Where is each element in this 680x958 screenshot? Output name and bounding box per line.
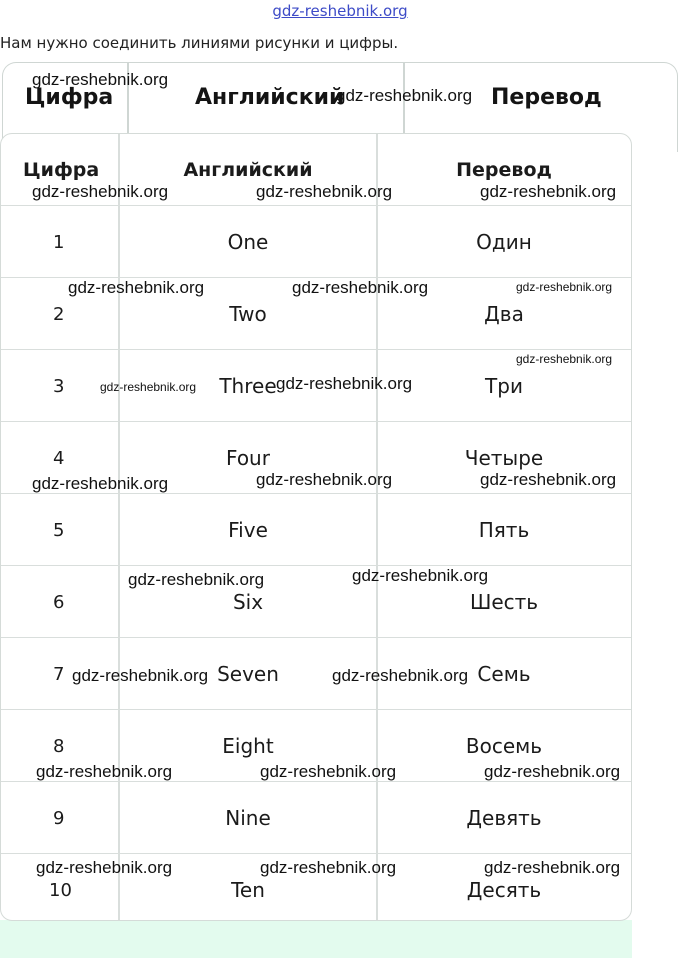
- numbers-table: [0, 133, 632, 921]
- watermark: gdz-reshebnik.org: [32, 474, 169, 493]
- cell-translation: Шесть: [469, 590, 539, 614]
- cell-english: Six: [232, 590, 264, 614]
- cell-digit: 5: [53, 519, 65, 541]
- watermark: gdz-reshebnik.org: [516, 352, 613, 366]
- watermark: gdz-reshebnik.org: [336, 86, 473, 105]
- watermark: gdz-reshebnik.org: [32, 70, 169, 89]
- watermark: gdz-reshebnik.org: [332, 666, 469, 685]
- watermark: gdz-reshebnik.org: [480, 470, 617, 489]
- table-row: [1, 494, 632, 566]
- cell-digit: 1: [53, 231, 65, 253]
- task-text: Нам нужно соединить линиями рисунки и цифры.: [0, 34, 399, 52]
- cell-english: Seven: [217, 662, 279, 686]
- watermark: gdz-reshebnik.org: [484, 858, 621, 877]
- cell-english: Nine: [225, 806, 271, 830]
- cell-translation: Четыре: [464, 446, 544, 470]
- watermark: gdz-reshebnik.org: [72, 666, 209, 685]
- watermark: gdz-reshebnik.org: [128, 570, 265, 589]
- cell-translation: Три: [485, 374, 523, 398]
- cell-translation: Два: [484, 302, 524, 326]
- cell-digit: 6: [53, 591, 65, 613]
- cell-translation: Восемь: [465, 734, 543, 758]
- watermark: gdz-reshebnik.org: [68, 278, 205, 297]
- watermark: gdz-reshebnik.org: [256, 182, 393, 201]
- watermark: gdz-reshebnik.org: [292, 278, 429, 297]
- header-digit: Цифра: [23, 159, 100, 181]
- cell-digit: 10: [49, 879, 72, 901]
- table-row: [1, 566, 632, 638]
- top-header-translation: Перевод: [491, 85, 602, 110]
- cell-english: One: [227, 230, 269, 254]
- table-row: [1, 206, 632, 278]
- header-english: Английский: [183, 159, 313, 181]
- cell-english: Four: [226, 446, 270, 470]
- cell-english: Eight: [222, 734, 274, 758]
- watermark: gdz-reshebnik.org: [260, 762, 397, 781]
- table-row: [1, 782, 632, 854]
- cell-translation: Семь: [477, 662, 531, 686]
- cell-digit: 7: [53, 663, 65, 685]
- cell-translation: Пять: [478, 518, 530, 542]
- watermark: gdz-reshebnik.org: [480, 182, 617, 201]
- cell-digit: 4: [53, 447, 65, 469]
- cell-english: Five: [228, 518, 268, 542]
- watermark: gdz-reshebnik.org: [276, 374, 413, 393]
- watermark: gdz-reshebnik.org: [36, 858, 173, 877]
- watermark: gdz-reshebnik.org: [484, 762, 621, 781]
- cell-english: Ten: [231, 878, 265, 902]
- green-background-strip: [0, 920, 632, 958]
- cell-translation: Один: [476, 230, 532, 254]
- watermark: gdz-reshebnik.org: [32, 182, 169, 201]
- header-translation: Перевод: [456, 159, 552, 181]
- watermark: gdz-reshebnik.org: [352, 566, 489, 585]
- watermark: gdz-reshebnik.org: [100, 380, 197, 394]
- watermark: gdz-reshebnik.org: [516, 280, 613, 294]
- watermark: gdz-reshebnik.org: [36, 762, 173, 781]
- watermark: gdz-reshebnik.org: [260, 858, 397, 877]
- cell-english: Three: [219, 374, 277, 398]
- cell-translation: Девять: [466, 806, 542, 830]
- cell-translation: Десять: [466, 878, 542, 902]
- cell-digit: 9: [53, 807, 65, 829]
- cell-english: Two: [229, 302, 267, 326]
- top-header-english: Английский: [195, 85, 345, 110]
- top-header-digit: Цифра: [25, 85, 114, 110]
- cell-digit: 8: [53, 735, 65, 757]
- watermark: gdz-reshebnik.org: [256, 470, 393, 489]
- site-link[interactable]: gdz-reshebnik.org: [272, 2, 408, 20]
- cell-digit: 3: [53, 375, 65, 397]
- cell-digit: 2: [53, 303, 65, 325]
